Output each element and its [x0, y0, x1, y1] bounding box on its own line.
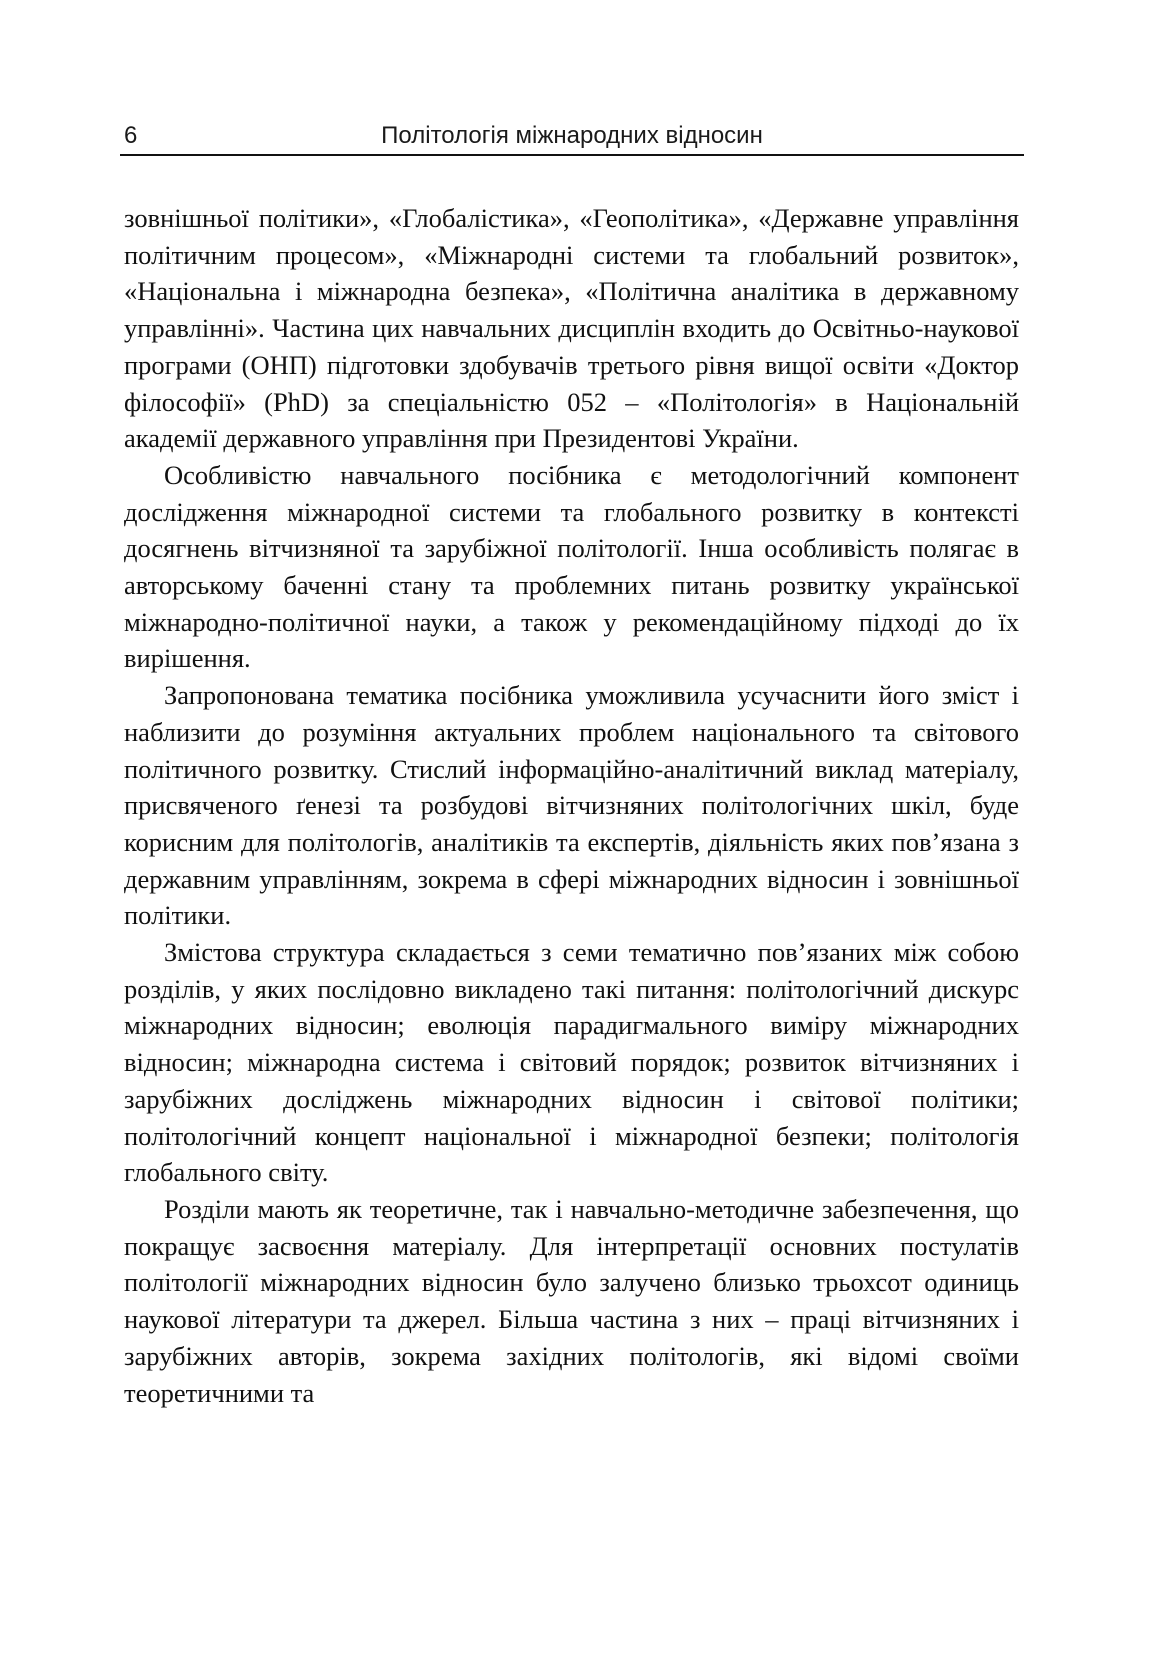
- paragraph: Запропонована тематика посібника уможливила усучаснити його зміст і наблизити до розуміння актуальних проблем національного та світового політичного розвитку. Стислий інформаційно-аналітичний виклад матеріалу, присвяченого ґенезі та розбудові вітчизняних політологічних шкіл, буде корисним для політологів, аналітиків та експертів, діяльність яких пов’язана з державним управлінням, зокрема в сфері міжнародних відносин і зовнішньої політики.: [124, 680, 1019, 931]
- paragraph-continued: зовнішньої політики», «Глобалістика», «Геополітика», «Державне управління політичним процесом», «Міжнародні системи та глобальний розвиток», «Національна і міжнародна безпека», «Політична аналітика в державному управлінні». Частина цих навчальних дисциплін входить до Освітньо-наукової програми (ОНП) підготовки здобувачів третього рівня вищої освіти «Доктор філософії» (PhD) за спеціальністю 052 – «Політологія» в Національній академії державного управління при Президентові України.: [124, 203, 1019, 454]
- page-number: 6: [124, 122, 138, 149]
- paragraph: Змістова структура складається з семи тематично пов’язаних між собою розділів, у яких послідовно викладено такі питання: політологічний дискурс міжнародних відносин; еволюція парадигмального виміру міжнародних відносин; міжнародна система і світовий порядок; розвиток вітчизняних і зарубіжних досліджень міжнародних відносин і світової політики; політологічний концепт національної і міжнародної безпеки; політологія глобального світу.: [124, 937, 1019, 1188]
- page-header: [122, 118, 1022, 154]
- paragraph: Розділи мають як теоретичне, так і навчально-методичне забезпечення, що покращує засвоєння матеріалу. Для інтерпретації основних постулатів політології міжнародних відносин було залучено близько трьохсот одиниць наукової літератури та джерел. Більша частина з них – праці вітчизняних і зарубіжних авторів, зокрема західних політологів, які відомі своїми теоретичними та: [124, 1193, 1019, 1408]
- paragraph: Особливістю навчального посібника є методологічний компонент дослідження міжнародної системи та глобального розвитку в контексті досягнень вітчизняної та зарубіжної політології. Інша особливість полягає в авторському баченні стану та проблемних питань розвитку української міжнародно-політичної науки, а також у рекомендаційному підході до їх вирішення.: [124, 459, 1019, 674]
- running-title: Політологія міжнародних відносин: [381, 122, 763, 149]
- header-divider: [120, 154, 1024, 156]
- page-body: [124, 200, 1019, 1411]
